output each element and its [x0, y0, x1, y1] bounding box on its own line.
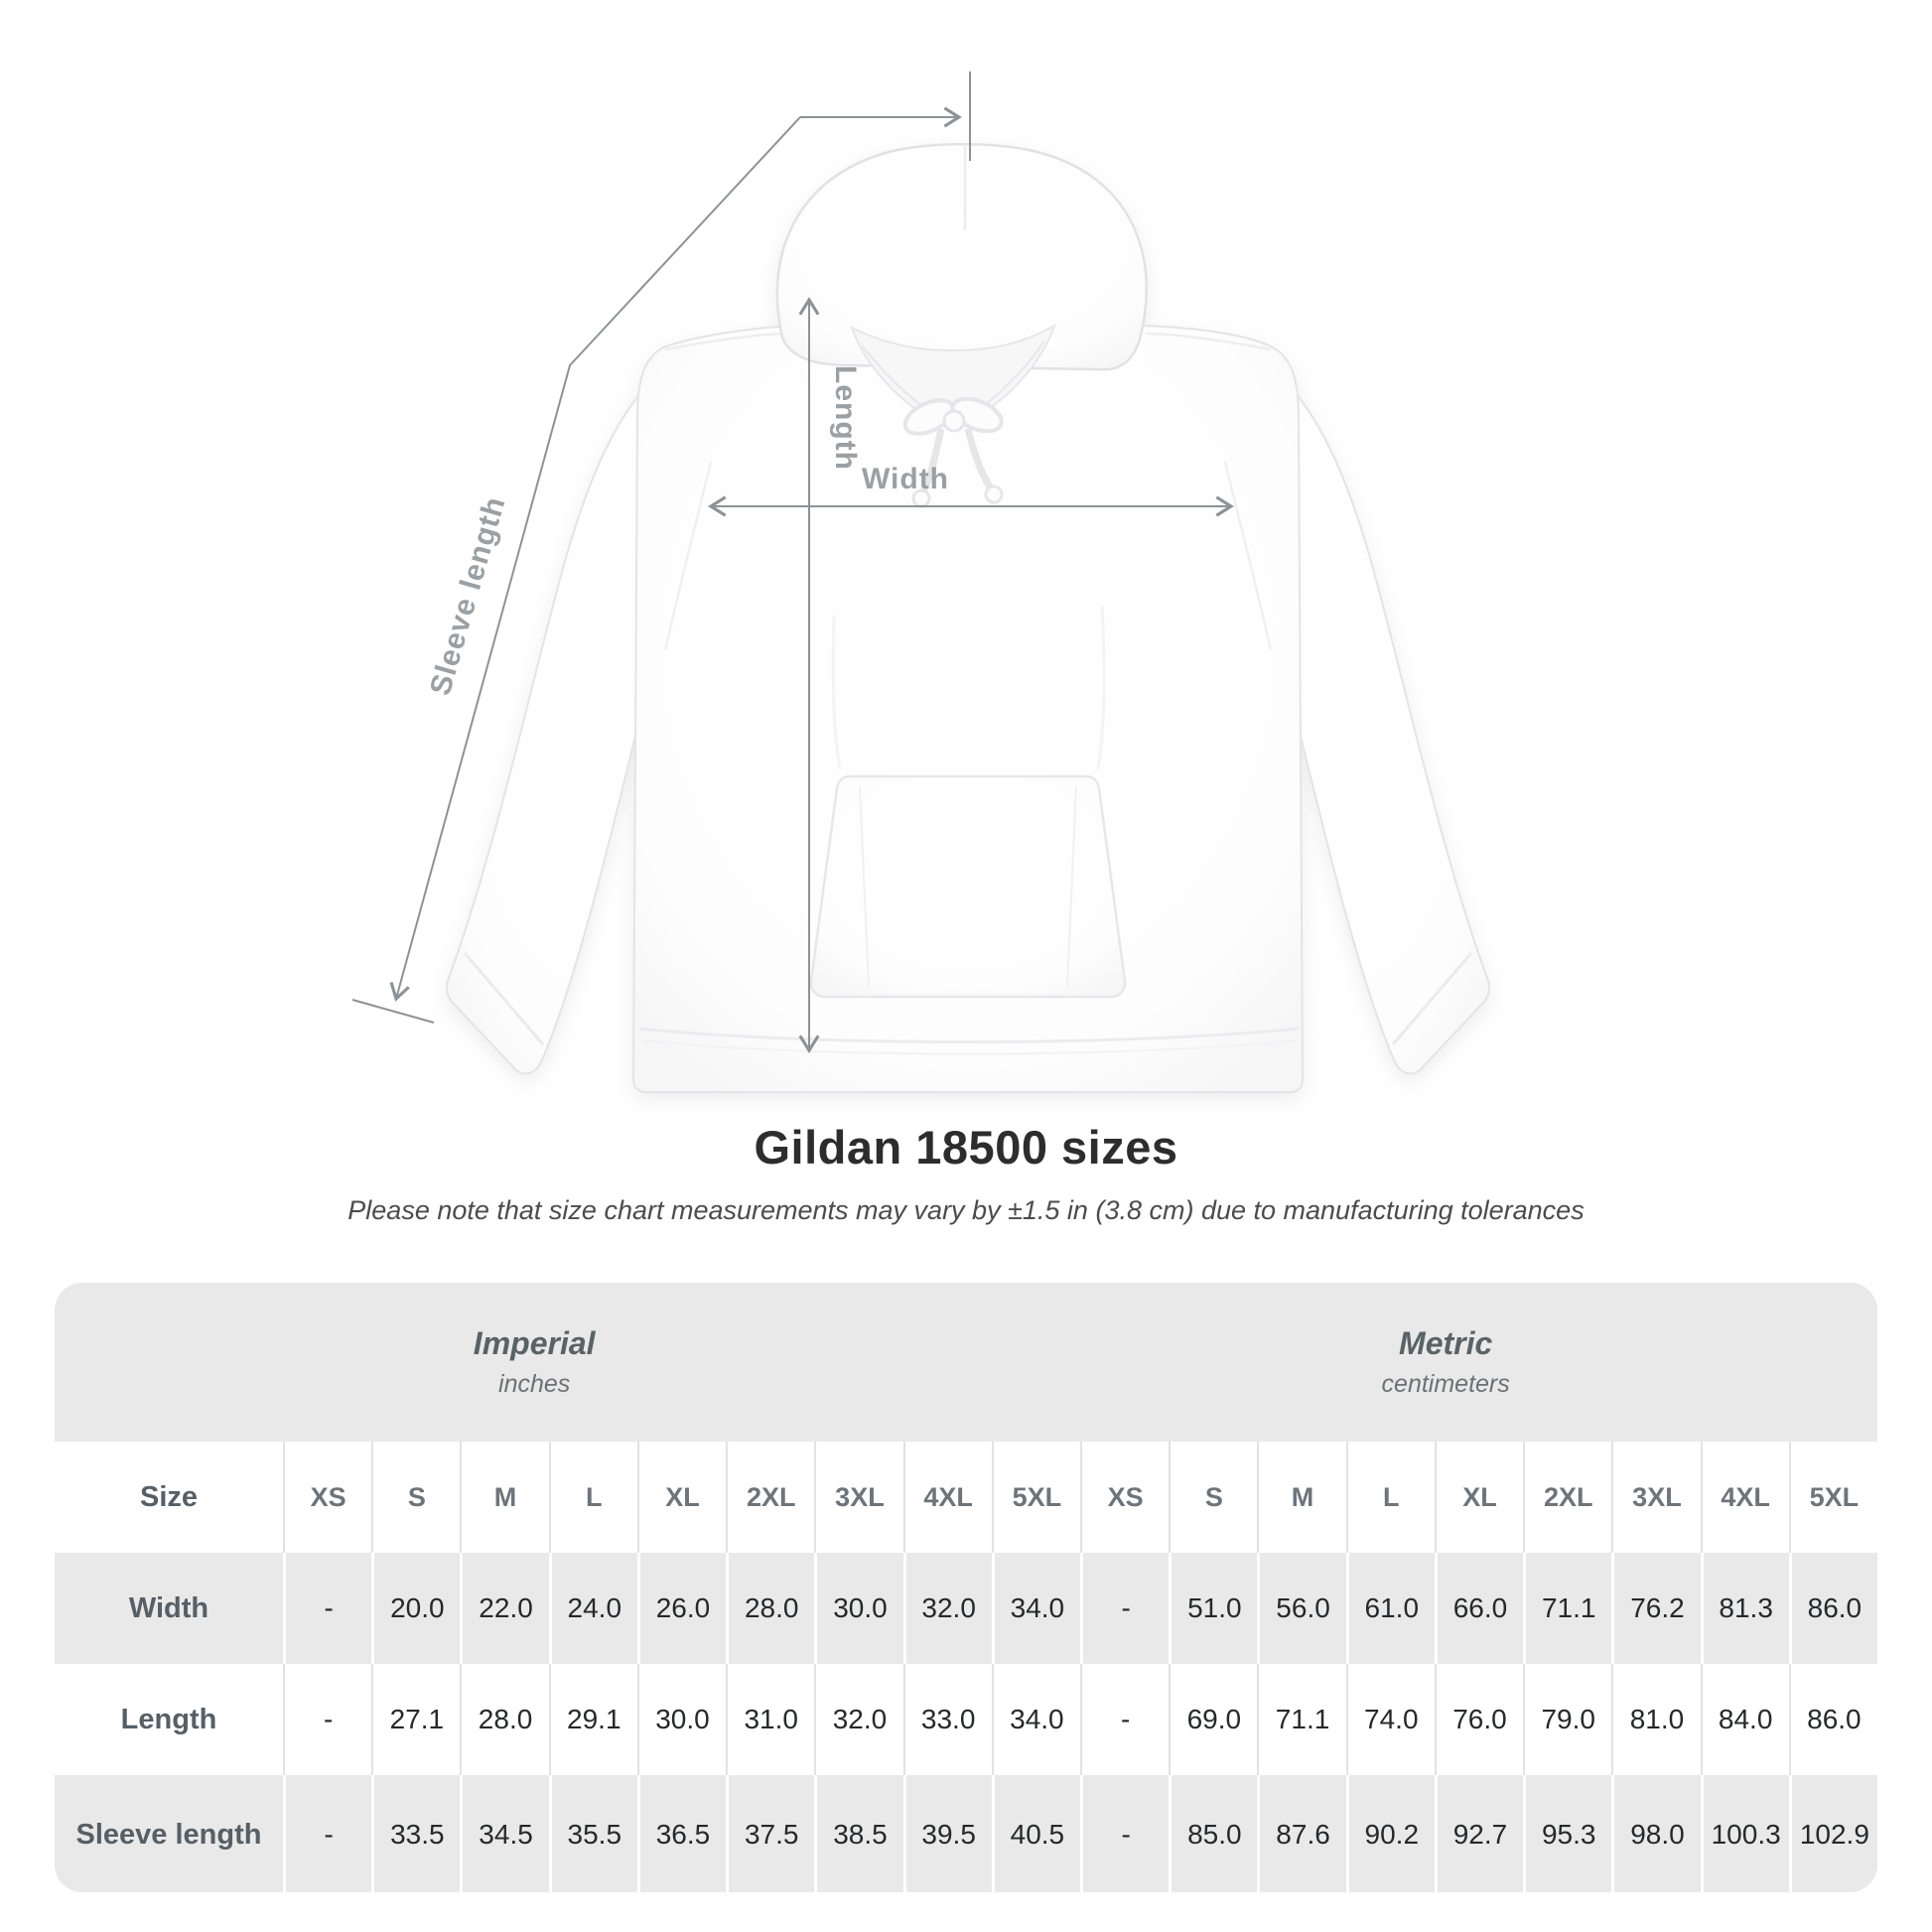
size-header-metric-2xl: 2XL — [1523, 1442, 1611, 1553]
value-metric-s: 69.0 — [1169, 1664, 1257, 1775]
size-header-imperial-m: M — [460, 1442, 548, 1553]
value-imperial-l: 29.1 — [549, 1664, 637, 1775]
size-header-metric-l: L — [1346, 1442, 1435, 1553]
value-imperial-xl: 26.0 — [637, 1553, 726, 1664]
metric-label: Metric — [1399, 1325, 1493, 1361]
size-header-metric-xs: XS — [1080, 1442, 1169, 1553]
value-metric-s: 85.0 — [1169, 1775, 1257, 1892]
imperial-label: Imperial — [473, 1325, 596, 1361]
size-header-imperial-4xl: 4XL — [903, 1442, 992, 1553]
value-metric-4xl: 81.3 — [1701, 1553, 1789, 1664]
metric-unit: centimeters — [1381, 1370, 1510, 1398]
value-metric-m: 87.6 — [1257, 1775, 1345, 1892]
value-imperial-5xl: 40.5 — [992, 1775, 1080, 1892]
width-label: Width — [861, 463, 950, 495]
value-imperial-m: 34.5 — [460, 1775, 548, 1892]
value-imperial-4xl: 32.0 — [903, 1553, 992, 1664]
value-metric-xl: 66.0 — [1435, 1553, 1523, 1664]
value-imperial-s: 27.1 — [371, 1664, 460, 1775]
value-metric-5xl: 102.9 — [1789, 1775, 1877, 1892]
value-imperial-m: 28.0 — [460, 1664, 548, 1775]
value-metric-2xl: 79.0 — [1523, 1664, 1611, 1775]
value-imperial-5xl: 34.0 — [992, 1664, 1080, 1775]
value-imperial-m: 22.0 — [460, 1553, 548, 1664]
size-column-header: Size — [139, 1480, 199, 1513]
value-imperial-3xl: 38.5 — [814, 1775, 902, 1892]
value-metric-m: 71.1 — [1257, 1664, 1345, 1775]
size-header-row — [55, 1442, 1877, 1553]
value-metric-s: 51.0 — [1169, 1553, 1257, 1664]
value-imperial-4xl: 39.5 — [903, 1775, 992, 1892]
metric-group-header — [1014, 1283, 1877, 1442]
value-metric-l: 74.0 — [1346, 1664, 1435, 1775]
value-imperial-xs: - — [283, 1664, 371, 1775]
value-imperial-l: 35.5 — [549, 1775, 637, 1892]
size-header-metric-s: S — [1169, 1442, 1257, 1553]
value-imperial-2xl: 28.0 — [726, 1553, 814, 1664]
value-metric-3xl: 76.2 — [1611, 1553, 1700, 1664]
unit-group-row — [55, 1283, 1877, 1442]
length-label: Length — [829, 365, 862, 471]
value-metric-2xl: 95.3 — [1523, 1775, 1611, 1892]
value-imperial-s: 33.5 — [371, 1775, 460, 1892]
value-imperial-xs: - — [283, 1775, 371, 1892]
value-metric-l: 90.2 — [1346, 1775, 1435, 1892]
value-metric-xl: 76.0 — [1435, 1664, 1523, 1775]
value-imperial-4xl: 33.0 — [903, 1664, 992, 1775]
size-header-metric-m: M — [1257, 1442, 1345, 1553]
table-row-width — [55, 1553, 1877, 1664]
size-table — [55, 1283, 1877, 1892]
page-subtitle: Please note that size chart measurements may vary by ±1.5 in (3.8 cm) due to manufacturing tolerances — [347, 1195, 1585, 1225]
value-imperial-3xl: 32.0 — [814, 1664, 902, 1775]
imperial-unit: inches — [498, 1370, 571, 1398]
value-metric-5xl: 86.0 — [1789, 1664, 1877, 1775]
value-imperial-l: 24.0 — [549, 1553, 637, 1664]
size-header-imperial-xs: XS — [283, 1442, 371, 1553]
value-imperial-2xl: 31.0 — [726, 1664, 814, 1775]
value-metric-3xl: 98.0 — [1611, 1775, 1700, 1892]
value-metric-5xl: 86.0 — [1789, 1553, 1877, 1664]
value-metric-xs: - — [1080, 1664, 1169, 1775]
size-header-metric-4xl: 4XL — [1701, 1442, 1789, 1553]
hoodie-illustration — [447, 143, 1489, 1092]
value-metric-xs: - — [1080, 1775, 1169, 1892]
value-metric-m: 56.0 — [1257, 1553, 1345, 1664]
value-imperial-s: 20.0 — [371, 1553, 460, 1664]
size-header-metric-xl: XL — [1435, 1442, 1523, 1553]
value-metric-xl: 92.7 — [1435, 1775, 1523, 1892]
value-imperial-3xl: 30.0 — [814, 1553, 902, 1664]
size-header-imperial-2xl: 2XL — [726, 1442, 814, 1553]
size-header-imperial-xl: XL — [637, 1442, 726, 1553]
size-header-metric-3xl: 3XL — [1611, 1442, 1700, 1553]
size-header-imperial-s: S — [371, 1442, 460, 1553]
sleeve-measure-bottom-tick — [352, 1000, 434, 1023]
value-metric-2xl: 71.1 — [1523, 1553, 1611, 1664]
sleeve-length-label: Sleeve length — [424, 492, 512, 699]
hood — [777, 144, 1147, 369]
kangaroo-pocket — [811, 776, 1125, 997]
value-metric-xs: - — [1080, 1553, 1169, 1664]
row-label-width: Width — [128, 1591, 209, 1624]
size-header-imperial-5xl: 5XL — [992, 1442, 1080, 1553]
row-label-sleeve-length: Sleeve length — [75, 1818, 262, 1851]
table-row-length — [55, 1664, 1877, 1775]
value-imperial-xs: - — [283, 1553, 371, 1664]
value-metric-4xl: 84.0 — [1701, 1664, 1789, 1775]
page-title: Gildan 18500 sizes — [754, 1121, 1178, 1173]
table-row-sleeve-length — [55, 1775, 1877, 1892]
value-imperial-2xl: 37.5 — [726, 1775, 814, 1892]
row-label-length: Length — [120, 1703, 217, 1735]
value-imperial-xl: 36.5 — [637, 1775, 726, 1892]
value-imperial-5xl: 34.0 — [992, 1553, 1080, 1664]
value-metric-4xl: 100.3 — [1701, 1775, 1789, 1892]
size-header-imperial-l: L — [549, 1442, 637, 1553]
size-header-imperial-3xl: 3XL — [814, 1442, 902, 1553]
value-imperial-xl: 30.0 — [637, 1664, 726, 1775]
size-header-metric-5xl: 5XL — [1789, 1442, 1877, 1553]
value-metric-3xl: 81.0 — [1611, 1664, 1700, 1775]
imperial-group-header — [55, 1283, 1014, 1442]
value-metric-l: 61.0 — [1346, 1553, 1435, 1664]
